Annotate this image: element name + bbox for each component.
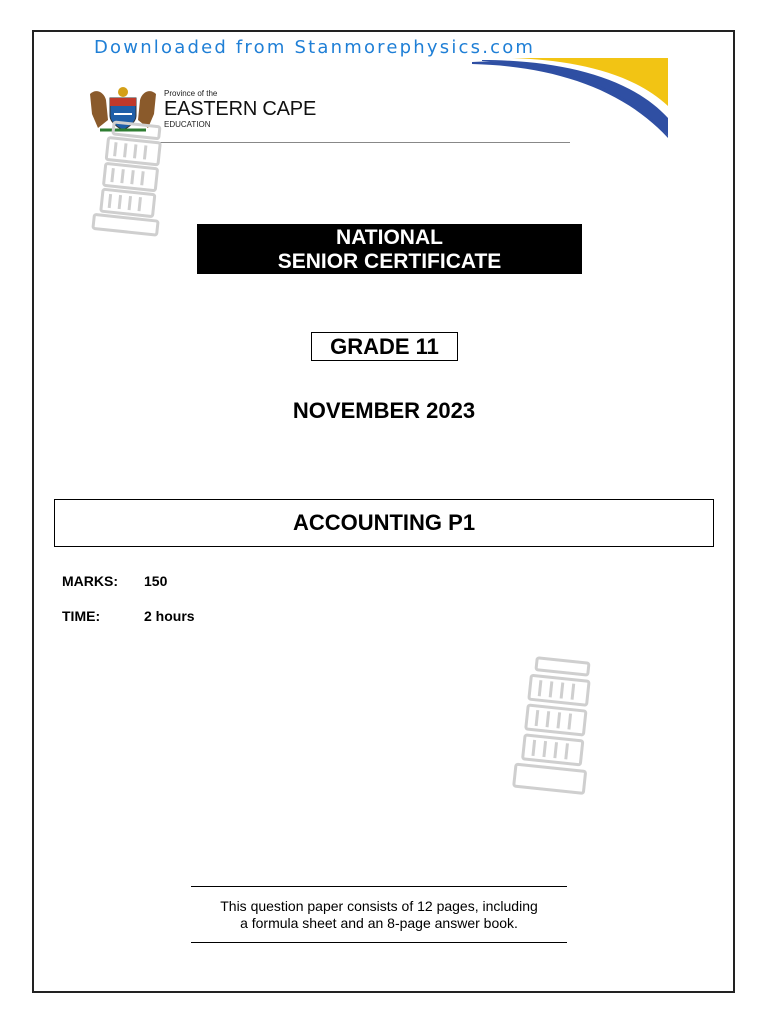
page-count-note bbox=[191, 886, 567, 943]
nsc-title-box bbox=[197, 224, 582, 274]
department-name: EDUCATION bbox=[164, 120, 211, 129]
header-swoosh-logo bbox=[472, 58, 668, 138]
title-line-1: NATIONAL bbox=[336, 226, 443, 249]
time-value: 2 hours bbox=[144, 608, 195, 624]
footer-line-2: a formula sheet and an 8-page answer book. bbox=[240, 915, 518, 931]
header-rule bbox=[155, 142, 570, 143]
leaning-tower-icon bbox=[90, 120, 170, 244]
province-name: EASTERN CAPE bbox=[164, 98, 317, 120]
marks-label: MARKS: bbox=[62, 573, 118, 589]
grade-label: GRADE 11 bbox=[311, 332, 458, 361]
marks-row bbox=[62, 573, 167, 589]
exam-date: NOVEMBER 2023 bbox=[292, 398, 476, 423]
time-label: TIME: bbox=[62, 608, 101, 624]
time-row bbox=[62, 608, 195, 624]
download-banner: Downloaded from Stanmorephysics.com bbox=[94, 37, 536, 58]
subject-title: ACCOUNTING P1 bbox=[54, 499, 714, 547]
marks-value: 150 bbox=[144, 573, 168, 589]
province-logo-text bbox=[164, 90, 316, 129]
title-line-2: SENIOR CERTIFICATE bbox=[277, 250, 502, 273]
footer-line-1: This question paper consists of 12 pages, including bbox=[220, 898, 538, 914]
leaning-tower-icon bbox=[510, 656, 600, 800]
province-line: Province of the bbox=[164, 89, 218, 98]
